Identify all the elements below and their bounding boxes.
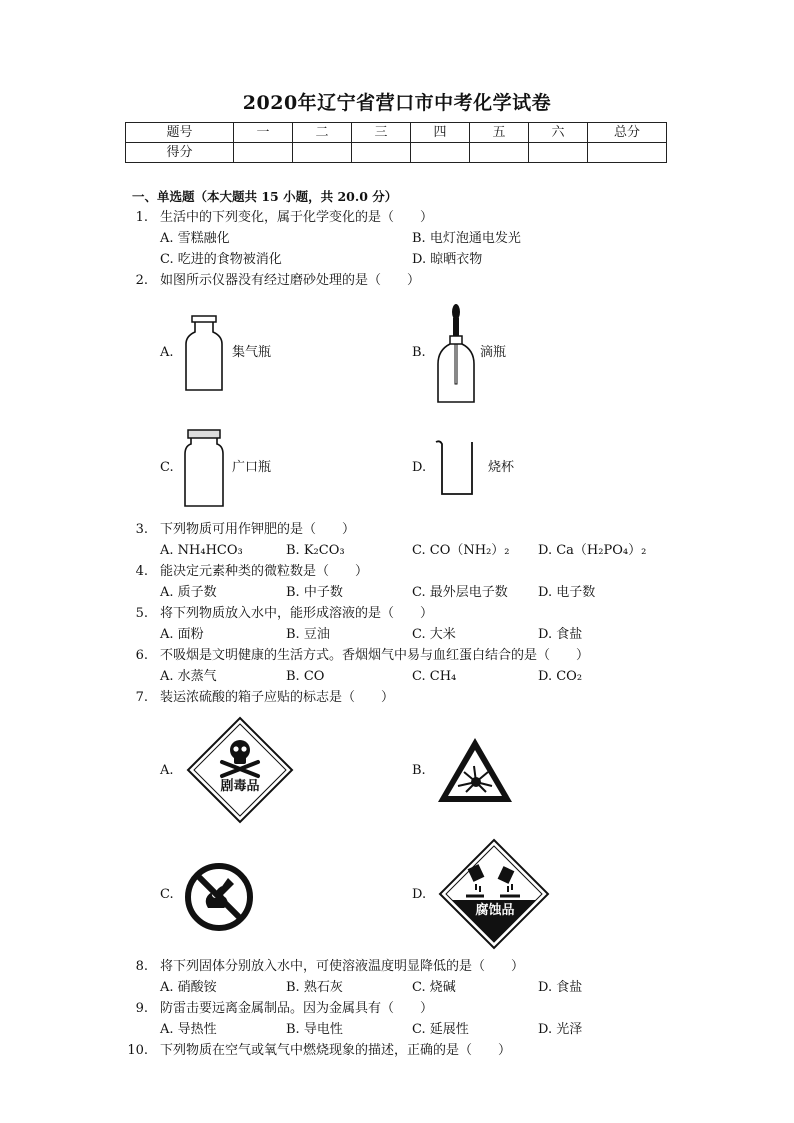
score-header-cell: 总分 xyxy=(588,123,667,143)
corrosive-sign-icon xyxy=(438,838,550,950)
option-a[interactable]: A. 水蒸气 xyxy=(160,669,217,684)
option-a-label: 集气瓶 xyxy=(232,345,272,360)
score-table-score-row xyxy=(126,143,667,163)
option-b[interactable]: B. xyxy=(412,345,426,360)
option-b[interactable]: B. 电灯泡通电发光 xyxy=(412,231,521,246)
option-d[interactable]: D. CO₂ xyxy=(538,669,583,684)
option-a[interactable]: A. 硝酸铵 xyxy=(160,980,217,995)
option-c[interactable]: C. 吃进的食物被消化 xyxy=(160,252,282,267)
question-number: 3. xyxy=(135,522,148,537)
score-row-label: 得分 xyxy=(126,143,234,163)
score-header-cell: 二 xyxy=(293,123,352,143)
option-b[interactable]: B. 豆油 xyxy=(286,627,330,642)
option-d-label: 烧杯 xyxy=(488,460,515,475)
option-a[interactable]: A. xyxy=(160,345,174,360)
option-c[interactable]: C. xyxy=(160,460,174,475)
option-a[interactable]: A. 雪糕融化 xyxy=(160,231,230,246)
question-stem: 如图所示仪器没有经过磨砂处理的是（ ） xyxy=(160,273,421,288)
score-cell[interactable] xyxy=(293,143,352,163)
score-header-cell: 五 xyxy=(470,123,529,143)
explosive-sign-icon xyxy=(436,736,514,806)
option-d[interactable]: D. 晾晒衣物 xyxy=(412,252,483,267)
wide-mouth-bottle-icon xyxy=(180,428,230,510)
question-number: 4. xyxy=(135,564,148,579)
section-heading: 一、单选题（本大题共 15 小题，共 20.0 分） xyxy=(132,189,398,204)
option-c-label: 广口瓶 xyxy=(232,460,272,475)
score-cell[interactable] xyxy=(411,143,470,163)
question-number: 1. xyxy=(135,210,148,225)
score-header-cell: 三 xyxy=(352,123,411,143)
question-number: 6. xyxy=(135,648,148,663)
question-number: 9. xyxy=(135,1001,148,1016)
option-b[interactable]: B. CO xyxy=(286,669,325,684)
option-d[interactable]: D. Ca（H₂PO₄）₂ xyxy=(538,543,647,558)
score-header-cell: 题号 xyxy=(126,123,234,143)
option-a[interactable]: A. 面粉 xyxy=(160,627,204,642)
option-d[interactable]: D. 光泽 xyxy=(538,1022,583,1037)
option-b[interactable]: B. K₂CO₃ xyxy=(286,543,345,558)
question-stem: 能决定元素种类的微粒数是（ ） xyxy=(160,564,369,579)
score-header-cell: 一 xyxy=(234,123,293,143)
option-c[interactable]: C. CO（NH₂）₂ xyxy=(412,543,510,558)
score-cell[interactable] xyxy=(529,143,588,163)
option-c[interactable]: C. 烧碱 xyxy=(412,980,456,995)
question-number: 2. xyxy=(135,273,148,288)
option-d[interactable]: D. xyxy=(412,887,427,902)
score-header-cell: 六 xyxy=(529,123,588,143)
score-header-cell: 四 xyxy=(411,123,470,143)
question-stem: 将下列固体分别放入水中，可使溶液温度明显降低的是（ ） xyxy=(160,959,525,974)
question-number: 10. xyxy=(127,1043,148,1058)
option-b[interactable]: B. 熟石灰 xyxy=(286,980,343,995)
question-stem: 不吸烟是文明健康的生活方式。香烟烟气中易与血红蛋白结合的是（ ） xyxy=(160,648,590,663)
option-a[interactable]: A. 导热性 xyxy=(160,1022,217,1037)
question-number: 5. xyxy=(135,606,148,621)
corrosive-sign-label: 腐蚀品 xyxy=(475,903,515,918)
option-c[interactable]: C. 延展性 xyxy=(412,1022,469,1037)
score-cell[interactable] xyxy=(470,143,529,163)
option-c[interactable]: C. 最外层电子数 xyxy=(412,585,508,600)
question-number: 7. xyxy=(135,690,148,705)
option-b[interactable]: B. 中子数 xyxy=(286,585,343,600)
option-d[interactable]: D. xyxy=(412,460,427,475)
beaker-icon xyxy=(434,438,480,498)
score-table xyxy=(125,122,667,163)
dropper-bottle-icon xyxy=(432,302,480,406)
toxic-sign-icon xyxy=(186,716,294,824)
option-d[interactable]: D. 食盐 xyxy=(538,627,583,642)
no-fire-sign-icon xyxy=(184,862,254,932)
question-stem: 下列物质在空气或氧气中燃烧现象的描述，正确的是（ ） xyxy=(160,1043,512,1058)
option-d[interactable]: D. 食盐 xyxy=(538,980,583,995)
option-d[interactable]: D. 电子数 xyxy=(538,585,596,600)
option-a[interactable]: A. 质子数 xyxy=(160,585,217,600)
option-c[interactable]: C. xyxy=(160,887,174,902)
gas-collecting-bottle-icon xyxy=(180,314,228,394)
option-b[interactable]: B. 导电性 xyxy=(286,1022,343,1037)
question-stem: 将下列物质放入水中，能形成溶液的是（ ） xyxy=(160,606,434,621)
score-cell[interactable] xyxy=(352,143,411,163)
option-b-label: 滴瓶 xyxy=(480,345,507,360)
question-number: 8. xyxy=(135,959,148,974)
toxic-sign-label: 剧毒品 xyxy=(220,779,260,794)
score-cell[interactable] xyxy=(588,143,667,163)
option-c[interactable]: C. 大米 xyxy=(412,627,456,642)
question-stem: 防雷击要远离金属制品。因为金属具有（ ） xyxy=(160,1001,434,1016)
question-stem: 装运浓硫酸的箱子应贴的标志是（ ） xyxy=(160,690,395,705)
option-a[interactable]: A. xyxy=(160,763,174,778)
score-cell[interactable] xyxy=(234,143,293,163)
score-table-header-row xyxy=(126,123,667,143)
page-title: 2020年辽宁省营口市中考化学试卷 xyxy=(242,92,552,114)
option-b[interactable]: B. xyxy=(412,763,426,778)
question-stem: 下列物质可用作钾肥的是（ ） xyxy=(160,522,356,537)
option-a[interactable]: A. NH₄HCO₃ xyxy=(160,543,243,558)
question-stem: 生活中的下列变化，属于化学变化的是（ ） xyxy=(160,210,434,225)
option-c[interactable]: C. CH₄ xyxy=(412,669,457,684)
